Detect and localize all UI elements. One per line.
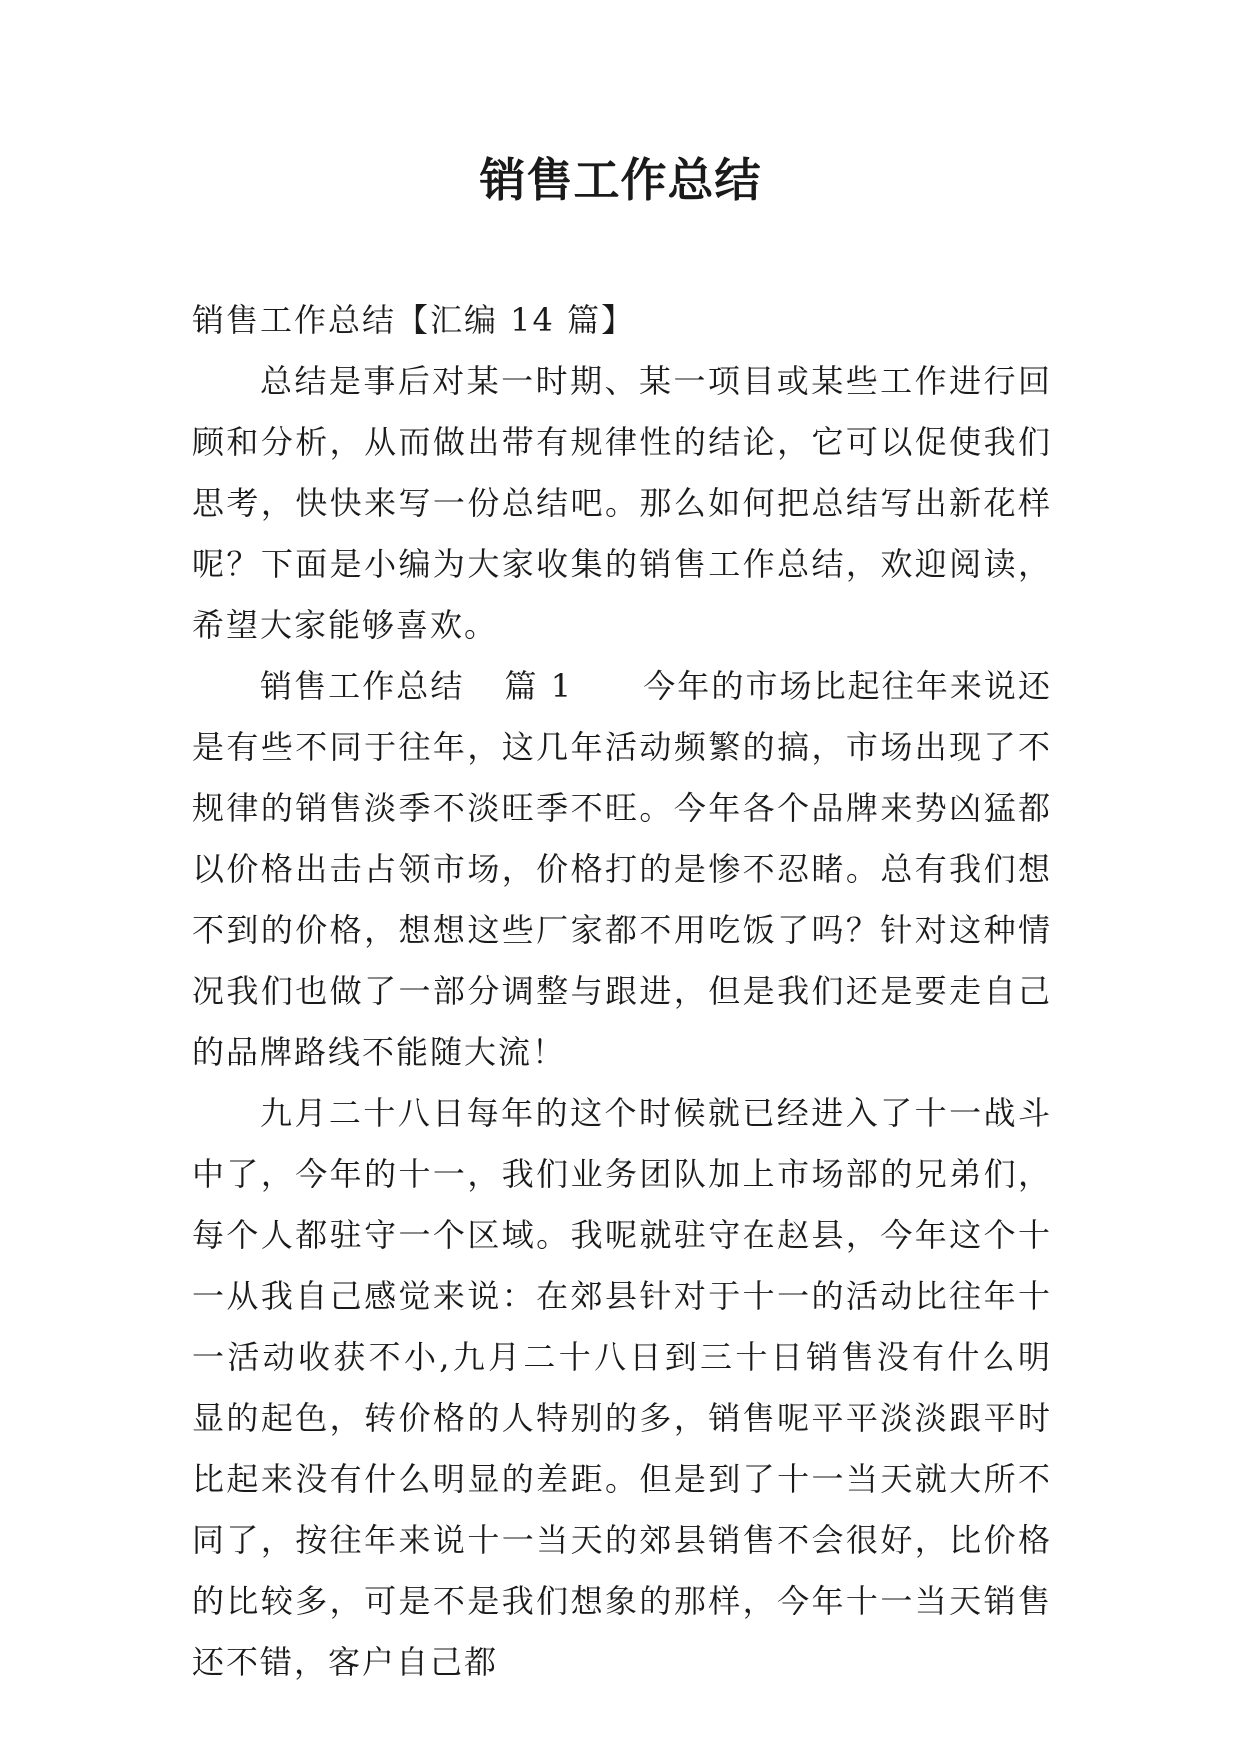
document-title: 销售工作总结 <box>479 153 762 207</box>
section-1-paragraph-2: 九月二十八日每年的这个时候就已经进入了十一战斗中了，今年的十一，我们业务团队加上市场部的兄弟们，每个人都驻守一个区域。我呢就驻守在赵县，今年这个十一从我自己感觉来说：在郊县针对于十一的活动比往年十一活动收获不小,九月二十八日到三十日销售没有什么明显的起色，转价格的人特别的多，销售呢平平淡淡跟平时比起来没有什么明显的差距。但是到了十一当天就大所不同了，按往年来说十一当天的郊县销售不会很好，比价格的比较多，可是不是我们想象的那样，今年十一当天销售还不错，客户自己都 <box>192 1094 1052 1681</box>
section-1-heading: 销售工作总结 <box>260 667 465 705</box>
document-subtitle: 销售工作总结【汇编 14 篇】 <box>192 301 636 339</box>
section-1-paragraph-1 <box>192 656 1052 1083</box>
intro-paragraph: 总结是事后对某一时期、某一项目或某些工作进行回顾和分析，从而做出带有规律性的结论，它可以促使我们思考，快快来写一份总结吧。那么如何把总结写出新花样呢？下面是小编为大家收集的销售工作总结，欢迎阅读，希望大家能够喜欢。 <box>192 362 1052 644</box>
document-body <box>192 290 1052 1693</box>
section-1-text-1: 今年的市场比起往年来说还是有些不同于往年，这几年活动频繁的搞，市场出现了不规律的销售淡季不淡旺季不旺。今年各个品牌来势凶猛都以价格出击占领市场，价格打的是惨不忍睹。总有我们想不到的价格，想想这些厂家都不用吃饭了吗？针对这种情况我们也做了一部分调整与跟进，但是我们还是要走自己的品牌路线不能随大流！ <box>192 667 1052 1071</box>
section-1-number: 篇 1 <box>504 667 574 705</box>
